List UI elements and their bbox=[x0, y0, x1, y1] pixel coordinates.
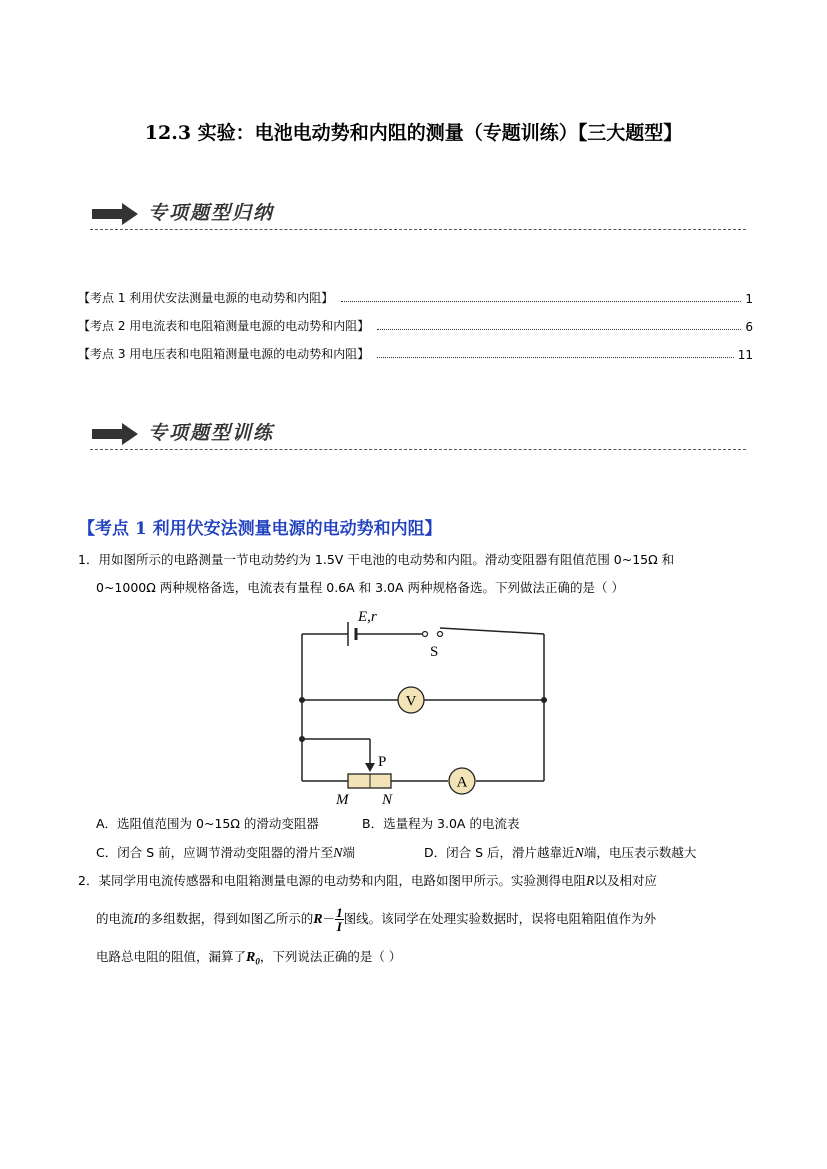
section-heading-1: 【考点 1 利用伏安法测量电源的电动势和内阻】 bbox=[78, 519, 442, 539]
q2-var-r: R bbox=[585, 874, 595, 889]
q2-fraction bbox=[335, 906, 344, 933]
frac-denominator: I bbox=[336, 919, 342, 934]
q1-number: 1． bbox=[78, 552, 99, 567]
banner-divider bbox=[90, 449, 746, 450]
toc-page: 6 bbox=[745, 320, 753, 334]
toc-label: 【考点 2 用电流表和电阻箱测量电源的电动势和内阻】 bbox=[78, 319, 370, 333]
toc-label: 【考点 3 用电压表和电阻箱测量电源的电动势和内阻】 bbox=[78, 347, 370, 361]
q2-text: 某同学用电流传感器和电阻箱测量电源的电动势和内阻，电路如图甲所示。实验测得电阻 bbox=[98, 873, 586, 888]
toc-label: 【考点 1 利用伏安法测量电源的电动势和内阻】 bbox=[78, 291, 334, 305]
frac-numerator: 1 bbox=[336, 905, 343, 920]
toc-dots bbox=[341, 301, 741, 302]
q1-option-a: A．选阻值范围为 0~15Ω 的滑动变阻器 bbox=[96, 816, 319, 831]
q2-text: 电路总电阻的阻值，漏算了 bbox=[96, 949, 247, 964]
page-title: 12.3 实验：电池电动势和内阻的测量（专题训练）【三大题型】 bbox=[144, 122, 683, 144]
q1-text-1: 用如图所示的电路测量一节电动势约为 1.5V 干电池的电动势和内阻。滑动变阻器有阻值范围 0~15Ω 和 bbox=[98, 552, 675, 567]
option-c-var: N bbox=[333, 846, 343, 861]
option-d-text: D．闭合 S 后，滑片越靠近 bbox=[424, 845, 575, 860]
toc-dots bbox=[377, 357, 733, 358]
q2-text: 图线。该同学在处理实验数据时，误将电阻箱阻值作为外 bbox=[343, 911, 657, 926]
junction-dot bbox=[541, 697, 547, 703]
banner-training bbox=[90, 418, 746, 452]
circuit-diagram bbox=[290, 604, 555, 808]
source-label: E,r bbox=[358, 609, 377, 625]
banner-divider bbox=[90, 229, 746, 230]
junction-dot bbox=[299, 697, 305, 703]
q1-option-d bbox=[424, 839, 696, 868]
toc-item-2[interactable] bbox=[78, 316, 753, 334]
arrow-right-icon bbox=[90, 422, 140, 446]
q2-text: 以及相对应 bbox=[594, 873, 658, 888]
option-d-tail: 端，电压表示数越大 bbox=[583, 845, 697, 860]
end-m-label: M bbox=[336, 792, 349, 808]
switch-contact bbox=[423, 632, 428, 637]
q2-var-i: I bbox=[133, 912, 139, 927]
banner-summary-label: 专项题型归纳 bbox=[148, 202, 275, 224]
end-n-label: N bbox=[382, 792, 393, 808]
q1-line1 bbox=[78, 546, 674, 574]
q2-line1 bbox=[78, 867, 657, 896]
slider-label: P bbox=[378, 754, 387, 770]
q1-option-c bbox=[96, 839, 355, 868]
toc-item-3[interactable] bbox=[78, 344, 753, 362]
option-c-tail: 端 bbox=[342, 845, 355, 860]
q2-text: 的多组数据，得到如图乙所示的 bbox=[138, 911, 314, 926]
banner-training-label: 专项题型训练 bbox=[148, 422, 275, 444]
toc-item-1[interactable] bbox=[78, 288, 753, 306]
q2-var-r0: R bbox=[246, 950, 256, 965]
junction-dot bbox=[299, 736, 305, 742]
voltmeter-label: V bbox=[405, 693, 417, 710]
arrow-right-icon bbox=[90, 202, 140, 226]
q2-frac-r: R bbox=[313, 912, 323, 927]
q2-text: ，下列说法正确的是（ ） bbox=[259, 949, 402, 964]
toc-dots bbox=[377, 329, 741, 330]
q2-number: 2． bbox=[78, 873, 99, 888]
toc-page: 1 bbox=[745, 292, 753, 306]
q2-var-r0-sub: 0 bbox=[255, 956, 260, 967]
slider-arrow bbox=[365, 763, 375, 772]
q2-text: 的电流 bbox=[96, 911, 134, 926]
q2-line3 bbox=[96, 943, 401, 976]
q1-line2: 0~1000Ω 两种规格备选，电流表有量程 0.6A 和 3.0A 两种规格备选。下列做法正确的是（ ） bbox=[96, 580, 624, 595]
switch-label: S bbox=[430, 644, 439, 660]
toc-page: 11 bbox=[737, 348, 753, 362]
option-d-var: N bbox=[574, 846, 584, 861]
ammeter-label: A bbox=[456, 774, 468, 791]
q2-minus: － bbox=[322, 911, 336, 926]
q2-line2 bbox=[96, 905, 656, 934]
option-c-text: C．闭合 S 前，应调节滑动变阻器的滑片至 bbox=[96, 845, 334, 860]
banner-summary bbox=[90, 198, 746, 232]
q1-option-b: B．选量程为 3.0A 的电流表 bbox=[362, 816, 520, 831]
switch-contact bbox=[438, 632, 443, 637]
